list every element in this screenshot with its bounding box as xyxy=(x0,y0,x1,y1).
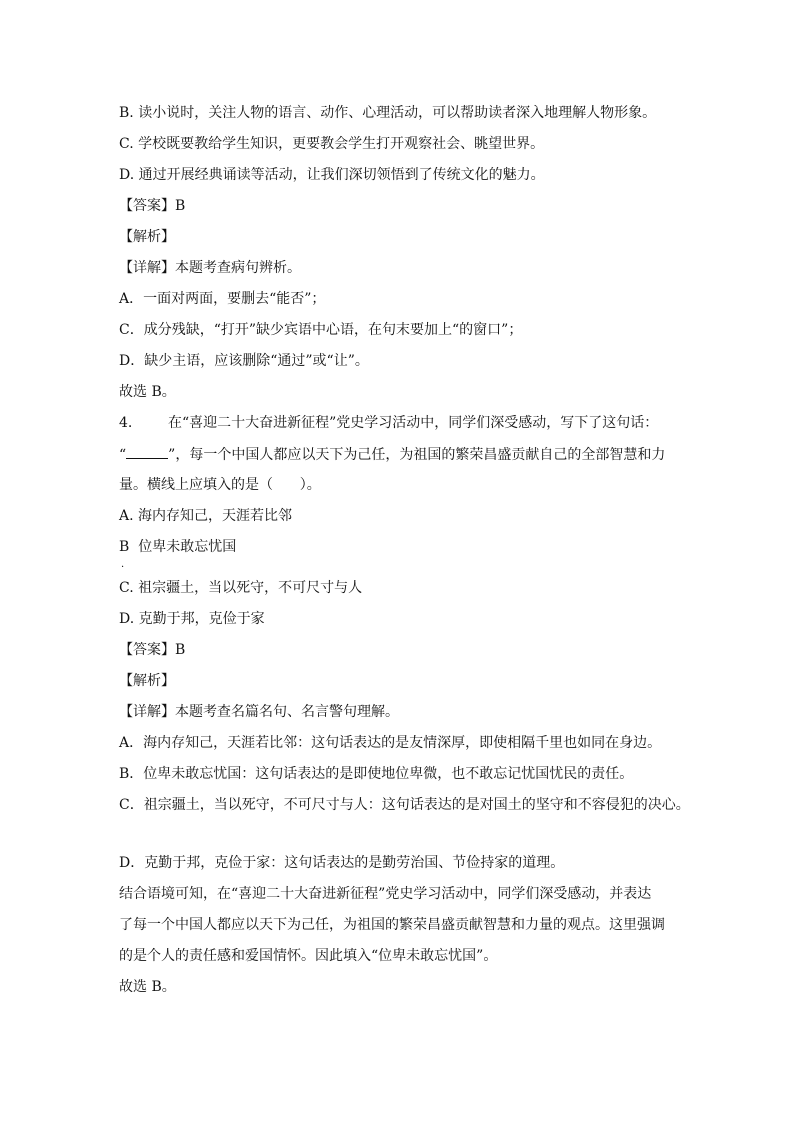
detail-line: 【详解】本题考查病句辨析。 xyxy=(119,260,301,276)
question-4-prompt: 量。横线上应填入的是（ ）。 xyxy=(119,477,321,493)
summary-line-2: 了每一个中国人都应以天下为己任，为祖国的繁荣昌盛贡献智慧和力量的观点。这里强调 xyxy=(119,917,665,933)
answer-label-2: 【答案】B xyxy=(119,642,186,658)
question-4-line: 4. 在“喜迎二十大奋进新征程”党史学习活动中，同学们深受感动，写下了这句话： xyxy=(119,415,659,431)
option-c-line: C. 学校既要教给学生知识，更要教会学生打开观察社会、眺望世界。 xyxy=(119,136,545,152)
option-d-line: D. 通过开展经典诵读等活动，让我们深切领悟到了传统文化的魅力。 xyxy=(119,167,545,183)
explain-a-line: A．一面对两面，要删去“能否”； xyxy=(119,291,326,307)
stray-dot: · xyxy=(121,562,125,573)
open-quote: “ xyxy=(119,447,127,463)
explain-c-line: C．成分残缺，“打开”缺少宾语中心语，在句末要加上“的窗口”； xyxy=(119,322,523,338)
detail-line-2: 【详解】本题考查名篇名句、名言警句理解。 xyxy=(119,704,399,720)
question-4-blank-line xyxy=(119,444,665,465)
summary-line-1: 结合语境可知，在“喜迎二十大奋进新征程”党史学习活动中，同学们深受感动，并表达 xyxy=(119,886,652,902)
analysis-label-2: 【解析】 xyxy=(119,673,175,689)
choice-d: D. 克勤于邦，克俭于家 xyxy=(119,611,265,627)
analysis-label: 【解析】 xyxy=(119,229,175,245)
fill-blank xyxy=(126,444,168,459)
choice-a: A. 海内存知己，天涯若比邻 xyxy=(119,508,293,524)
explain-c-line-2: C．祖宗疆土，当以死守，不可尺寸与人：这句话表达的是对国土的坚守和不容侵犯的决心。 xyxy=(119,797,690,813)
conclusion-line: 故选 B。 xyxy=(119,384,176,400)
summary-line-3: 的是个人的责任感和爱国情怀。因此填入“位卑未敢忘忧国”。 xyxy=(119,948,498,964)
answer-label: 【答案】B xyxy=(119,198,186,214)
conclusion-line-2: 故选 B。 xyxy=(119,979,176,995)
question-4-continuation: ”，每一个中国人都应以天下为己任，为祖国的繁荣昌盛贡献自己的全部智慧和力 xyxy=(168,447,666,463)
choice-c: C. 祖宗疆土，当以死守，不可尺寸与人 xyxy=(119,580,363,596)
option-b-line: B. 读小说时，关注人物的语言、动作、心理活动，可以帮助读者深入地理解人物形象。 xyxy=(119,105,657,121)
explain-a-line-2: A．海内存知己，天涯若比邻：这句话表达的是友情深厚，即使相隔千里也如同在身边。 xyxy=(119,735,662,751)
choice-b: B 位卑未敢忘忧国 xyxy=(119,539,237,555)
explain-d-line: D．缺少主语，应该删除“通过”或“让”。 xyxy=(119,353,369,369)
explain-b-line-2: B．位卑未敢忘忧国：这句话表达的是即使地位卑微，也不敢忘记忧国忧民的责任。 xyxy=(119,766,634,782)
explain-d-line-2: D．克勤于邦，克俭于家：这句话表达的是勤劳治国、节俭持家的道理。 xyxy=(119,855,565,871)
